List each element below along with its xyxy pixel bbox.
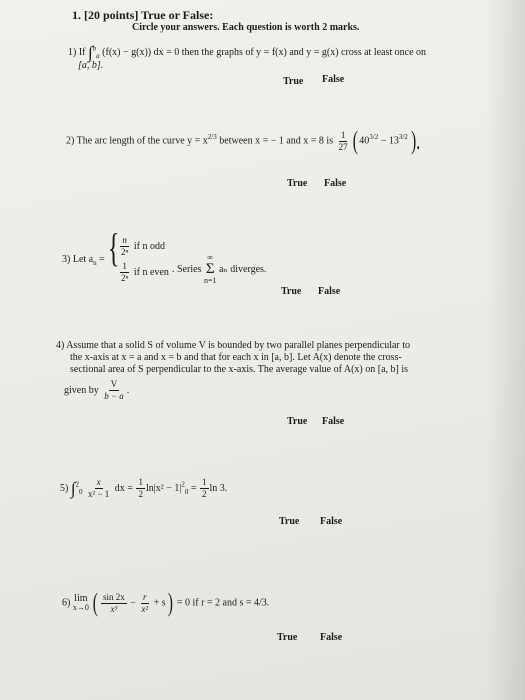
q5-equals: = — [188, 482, 197, 494]
q4-true-option[interactable]: True — [287, 416, 308, 427]
q6-plus-s: + s — [153, 597, 166, 609]
q2-text: 2) The arc length of the curve y = x — [66, 135, 208, 147]
q6-statement — [62, 590, 269, 616]
instructions: Circle your answers. Each question is worth 2 marks. — [132, 22, 360, 33]
q6-paren-open: ( — [93, 588, 99, 617]
q1-false-option[interactable]: False — [322, 74, 345, 85]
q5-statement — [60, 478, 227, 499]
q3-subscript: n — [93, 259, 97, 267]
q3-label — [62, 254, 105, 267]
q5-number: 5) — [60, 482, 69, 494]
q5-ln-part: ln|x² − 1| — [145, 482, 182, 494]
q1-interval: [a, b]. — [78, 60, 104, 71]
q3-case-even: $\frac{1}{\text{2ⁿ}}$ if n even — [121, 261, 169, 283]
q6-fraction-2: $\frac{r}{\text{x²}}$ — [141, 591, 149, 614]
q2-coefficient: $\frac{1}{27}$ — [338, 129, 348, 152]
q5-integral-symbol: ∫ — [70, 479, 76, 498]
q3-true-option[interactable]: True — [281, 286, 302, 297]
q6-paren-close: ) — [167, 588, 173, 617]
q2-inner-a-exp: 3/2 — [369, 132, 379, 141]
q2-true-option[interactable]: True — [287, 178, 308, 189]
q2-inner-a: 40 — [359, 135, 370, 147]
q3-false-option[interactable]: False — [318, 286, 341, 297]
q3-brace: { — [107, 225, 120, 270]
q3-series — [172, 254, 266, 285]
q6-rest: = 0 if r = 2 and s = 4/3. — [176, 597, 270, 609]
page-shadow — [485, 0, 525, 700]
q5-half-2: $\frac{1}{2}$ — [202, 477, 207, 499]
q5-false-option[interactable]: False — [320, 516, 343, 527]
q1-lower-limit: a — [96, 51, 100, 60]
q5-eval-upper: 2 — [181, 480, 185, 489]
q2-inner-b-exp: 3/2 — [398, 132, 408, 141]
q4-line-1: 4) Assume that a solid S of volume V is bounded by two parallel planes perpendicular to — [56, 340, 411, 351]
q4-given-by: given by — [64, 384, 99, 396]
q2-between: between x = − 1 and x = 8 is — [219, 135, 334, 147]
q3-series-word: . Series — [172, 263, 202, 275]
q2-paren-close: ). — [410, 126, 420, 155]
q1-text: (f(x) − g(x)) dx = 0 then the graphs of y = f(x) and y = g(x) cross at least once on — [102, 46, 427, 58]
q4-fraction: $\frac{V}{b - a}$ — [104, 379, 124, 401]
q5-half-1: $\frac{1}{2}$ — [138, 477, 143, 499]
q3-equals: = — [96, 254, 105, 265]
q6-false-option[interactable]: False — [320, 632, 343, 643]
q2-paren-open: ( — [352, 126, 358, 155]
sigma-symbol: ∞ Σ n=1 — [203, 253, 217, 285]
integral-symbol: ∫ — [88, 43, 93, 62]
q1-statement — [68, 44, 426, 61]
q6-fraction-1: $\frac{\sin 2x}{\text{x³}}$ — [103, 591, 125, 614]
q4-line-3: sectional area of S perpendicular to the x-axis. The average value of A(x) on [a, b] is — [70, 364, 409, 375]
q6-number: 6) — [62, 597, 71, 609]
q5-upper-limit: 2 — [75, 480, 80, 489]
q3-case-odd: $\frac{n}{\text{2ⁿ}}$ if n odd — [121, 235, 165, 257]
q4-line-2: the x-axis at x = a and x = b and that for each x in [a, b]. Let A(x) denote the cross- — [70, 352, 402, 363]
q3-series-term: aₙ diverges. — [218, 263, 267, 275]
q2-inner-b: − 13 — [378, 135, 399, 147]
question-title: 1. [20 points] True or False: — [72, 8, 214, 22]
q1-upper-limit: b — [92, 44, 97, 53]
q2-exponent: 2/3 — [207, 132, 217, 141]
q6-limit: lim x→0 — [72, 593, 89, 612]
q5-true-option[interactable]: True — [279, 516, 300, 527]
q5-eval-lower: 0 — [184, 487, 189, 496]
q4-false-option[interactable]: False — [322, 416, 345, 427]
q5-result: ln 3. — [209, 482, 228, 494]
q2-statement — [66, 128, 423, 154]
q6-true-option[interactable]: True — [277, 632, 298, 643]
q1-true-option[interactable]: True — [283, 76, 304, 87]
q6-minus: − — [130, 597, 136, 609]
q2-false-option[interactable]: False — [324, 178, 347, 189]
q5-dx: dx = — [114, 482, 133, 494]
q1-number: 1) If — [68, 46, 86, 58]
q5-lower-limit: 0 — [79, 487, 83, 496]
q5-integrand: $\frac{x}{\text{x² − 1}}$ — [88, 477, 110, 499]
q4-given: given by $\frac{V}{b - a}$ . — [64, 379, 130, 401]
q3-text: 3) Let a — [62, 254, 94, 265]
